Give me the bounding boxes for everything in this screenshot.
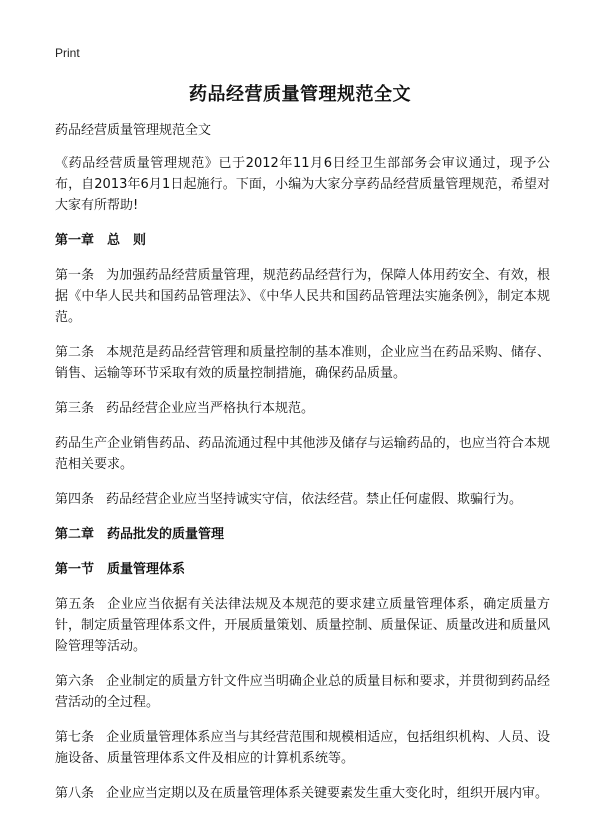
document-body: [55, 120, 550, 818]
document-title: 药品经营质量管理规范全文: [189, 84, 411, 105]
article-7-number: 第七条: [55, 730, 95, 745]
article-7-text: 企业质量管理体系应当与其经营范围和规模相适应，包括组织机构、人员、设施设备、质量管理体系文件及相应的计算机系统等。: [55, 730, 550, 766]
article-1-number: 第一条: [55, 268, 95, 283]
chapter-2-heading: 第二章 药品批发的质量管理: [55, 527, 225, 542]
article-2-number: 第二条: [55, 345, 95, 360]
article-6: [55, 671, 550, 713]
section-1-heading: 第一节 质量管理体系: [55, 562, 186, 577]
article-7: [55, 727, 550, 769]
article-4: [55, 489, 550, 510]
article-2: [55, 342, 550, 384]
article-1: [55, 265, 550, 328]
article-3-number: 第三条: [55, 401, 95, 416]
print-label: Print: [55, 46, 80, 60]
article-1-text: 为加强药品经营质量管理，规范药品经营行为，保障人体用药安全、有效，根据《中华人民共和国药品管理法》、《中华人民共和国药品管理法实施条例》，制定本规范。: [55, 268, 550, 325]
article-3: [55, 398, 550, 419]
article-8: [55, 783, 550, 804]
article-2-text: 本规范是药品经营管理和质量控制的基本准则，企业应当在药品采购、储存、销售、运输等环节采取有效的质量控制措施，确保药品质量。: [55, 345, 550, 381]
chapter-1-heading: 第一章 总 则: [55, 233, 147, 248]
article-5-number: 第五条: [55, 597, 96, 612]
article-6-number: 第六条: [55, 674, 95, 689]
article-3-note: 药品生产企业销售药品、药品流通过程中其他涉及储存与运输药品的，也应当符合本规范相关要求。: [55, 436, 550, 472]
document-subtitle: 药品经营质量管理规范全文: [55, 123, 212, 138]
article-6-text: 企业制定的质量方针文件应当明确企业总的质量目标和要求，并贯彻到药品经营活动的全过程。: [55, 674, 550, 710]
article-4-text: 药品经营企业应当坚持诚实守信，依法经营。禁止任何虚假、欺骗行为。: [106, 492, 523, 507]
article-8-number: 第八条: [55, 786, 95, 801]
article-8-text: 企业应当定期以及在质量管理体系关键要素发生重大变化时，组织开展内审。: [106, 786, 549, 801]
article-3-text: 药品经营企业应当严格执行本规范。: [106, 401, 315, 416]
article-5: [55, 594, 550, 657]
intro-paragraph: 《药品经营质量管理规范》已于2012年11月6日经卫生部部务会审议通过，现予公布，自2013年6月1日起施行。下面，小编为大家分享药品经营质量管理规范，希望对大家有所帮助!: [55, 156, 550, 213]
article-5-text: 企业应当依据有关法律法规及本规范的要求建立质量管理体系，确定质量方针，制定质量管理体系文件，开展质量策划、质量控制、质量保证、质量改进和质量风险管理等活动。: [55, 597, 550, 654]
article-4-number: 第四条: [55, 492, 95, 507]
